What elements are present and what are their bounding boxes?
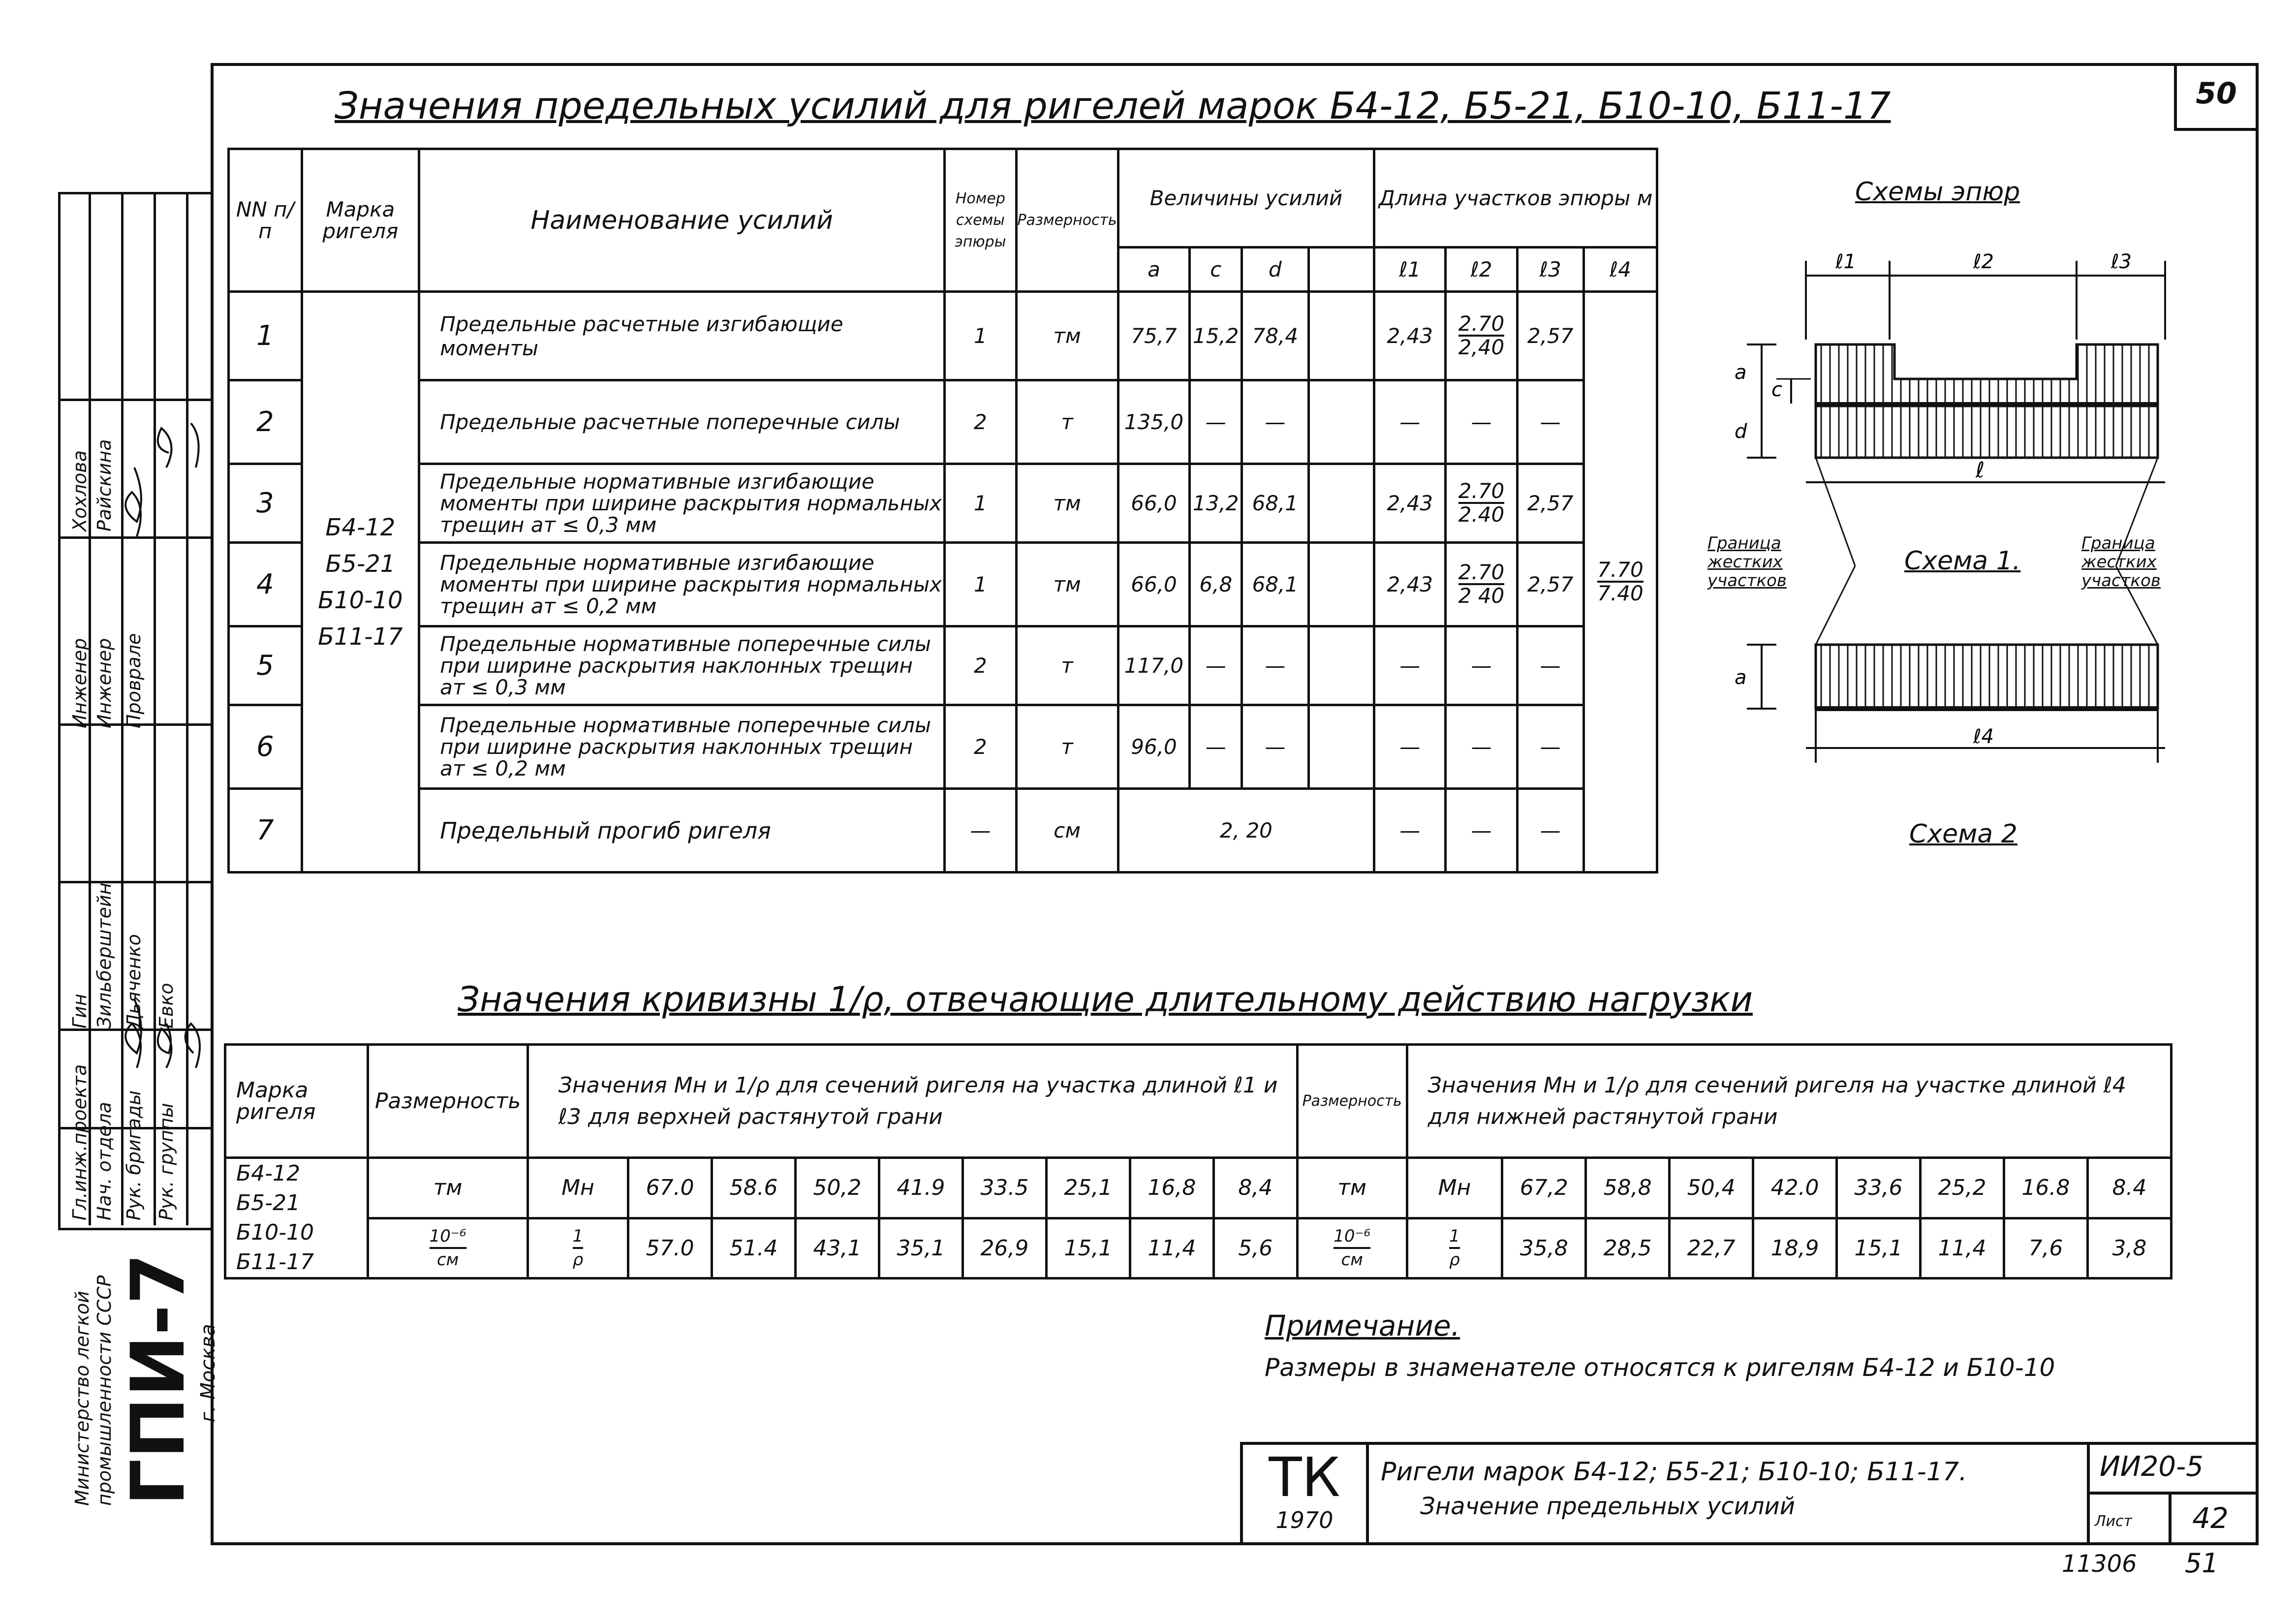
person-name: Гин [69, 994, 91, 1029]
row-blank [1308, 705, 1374, 789]
org-line-1: Министерство легкой [71, 1291, 93, 1506]
row-blank [1308, 626, 1374, 705]
row-l1: 2,43 [1374, 292, 1446, 380]
r-left-value: 43,1 [796, 1218, 879, 1279]
row-num: 5 [229, 626, 302, 705]
r-right-value: 7,6 [2004, 1218, 2087, 1279]
table-row [229, 380, 1657, 464]
m-left-value: 67.0 [628, 1158, 712, 1218]
dim-d: d [1735, 420, 1747, 443]
m-left-value: 58.6 [712, 1158, 796, 1218]
row-a: 66,0 [1118, 464, 1190, 543]
row-l2: — [1446, 789, 1517, 873]
row-a: 66,0 [1118, 543, 1190, 626]
stamp-code: ИИ20-5 [2090, 1445, 2257, 1495]
stamp-desc-2: Значение предельных усилий [1420, 1493, 1795, 1520]
mark: Б4-12 [325, 513, 396, 541]
mark: Б5-21 [325, 550, 396, 578]
note-text: Размеры в знаменателе относятся к ригелям Б4-12 и Б10-10 [1265, 1353, 2055, 1382]
r-sym: $\frac{1}{\rho}$ [527, 1218, 628, 1279]
main-title: Значения предельных усилий для ригелей марок Б4-12, Б5-21, Б10-10, Б11-17 [335, 84, 1891, 127]
stamp-sheet: 42 [2192, 1501, 2229, 1535]
stamp-block [1240, 1442, 2257, 1542]
hdr-a: a [1118, 248, 1190, 292]
schemes-diagram [1693, 231, 2244, 787]
right-border-note: Граница жестких участков [2081, 533, 2161, 591]
hdr-d: d [1242, 248, 1308, 292]
row-l1: — [1374, 626, 1446, 705]
r-left-value: 5,6 [1213, 1218, 1297, 1279]
row-unit: т [1016, 705, 1118, 789]
role-label: Инженер [69, 638, 91, 728]
page-number: 50 [2196, 76, 2237, 111]
row-blank [1308, 543, 1374, 626]
row-d: — [1242, 705, 1308, 789]
hdr-l2: ℓ2 [1446, 248, 1517, 292]
row-d: 78,4 [1242, 292, 1308, 380]
table-row [229, 789, 1657, 873]
r-right-value: 22,7 [1670, 1218, 1753, 1279]
row-num: 4 [229, 543, 302, 626]
bottom-page-number: 51 [2185, 1548, 2219, 1579]
row-unit: т [1016, 626, 1118, 705]
dim-c: c [1771, 378, 1782, 401]
m-unit: тм [368, 1158, 527, 1218]
table-row [229, 626, 1657, 705]
org-line-2: промышленности СССР [93, 1275, 115, 1506]
row-l3: — [1517, 626, 1583, 705]
table-row [229, 543, 1657, 626]
r-right-value: 28,5 [1586, 1218, 1670, 1279]
row-l1: — [1374, 380, 1446, 464]
row-d: 68,1 [1242, 543, 1308, 626]
row-num: 7 [229, 789, 302, 873]
hdr-left-values: Значения Мн и 1/ρ для сечений ригеля на участка длиной ℓ1 и ℓ3 для верхней растянутой грани [527, 1045, 1297, 1158]
row-unit: тм [1016, 543, 1118, 626]
row-scheme: 1 [945, 292, 1016, 380]
row-l1: — [1374, 789, 1446, 873]
hdr-right-values: Значения Мн и 1/ρ для сечений ригеля на участке длиной ℓ4 для нижней растянутой грани [1407, 1045, 2171, 1158]
dim-l1: ℓ1 [1835, 250, 1856, 273]
row-name: Предельные нормативные поперечные силы при ширине раскрытия наклонных трещин aт ≤ 0,2 мм [419, 705, 945, 789]
row-c: 15,2 [1190, 292, 1242, 380]
row-l1: 2,43 [1374, 543, 1446, 626]
m-right-value: 16.8 [2004, 1158, 2087, 1218]
row-l2: — [1446, 380, 1517, 464]
scheme2-label: Схема 2 [1909, 819, 2017, 849]
person-name: Проврале [123, 633, 145, 728]
hdr-scheme: Номер схемы эпюры [945, 149, 1016, 292]
m-left-value: 8,4 [1213, 1158, 1297, 1218]
m-sym2: Мн [1407, 1158, 1502, 1218]
hdr-unit3: Размерность [1297, 1045, 1407, 1158]
r-right-value: 15,1 [1837, 1218, 1921, 1279]
m-left-value: 25,1 [1046, 1158, 1130, 1218]
dim-l3: ℓ3 [2111, 250, 2132, 273]
r-left-value: 15,1 [1046, 1218, 1130, 1279]
r-right-value: 18,9 [1753, 1218, 1837, 1279]
curvature-table [224, 1043, 2172, 1279]
row-unit: тм [1016, 292, 1118, 380]
marks2-cell [225, 1158, 368, 1279]
row-num: 2 [229, 380, 302, 464]
row-scheme: 2 [945, 380, 1016, 464]
signatures [58, 192, 211, 1225]
role-label: Инженер [93, 638, 115, 728]
row-d: 68,1 [1242, 464, 1308, 543]
table-row [229, 292, 1657, 380]
row-scheme: 1 [945, 543, 1016, 626]
org-logo: ГПИ-7 [116, 1253, 201, 1506]
hdr-blank [1308, 248, 1374, 292]
row-num: 6 [229, 705, 302, 789]
mark: Б11-17 [236, 1249, 314, 1275]
person-name: Хохлова [69, 450, 91, 531]
note-title: Примечание. [1265, 1309, 1460, 1342]
r-unit: $\frac{\text{10⁻⁶}}{см}$ [368, 1218, 527, 1279]
m-right-value: 8.4 [2087, 1158, 2171, 1218]
row-l2: — [1446, 626, 1517, 705]
m-right-value: 25,2 [1921, 1158, 2004, 1218]
row-l2: — [1446, 705, 1517, 789]
m-left-value: 50,2 [796, 1158, 879, 1218]
scheme1-label: Схема 1. [1904, 546, 2021, 576]
row-l2: $\frac{2.70}{2.40}$ [1446, 464, 1517, 543]
row-l3: 2,57 [1517, 464, 1583, 543]
hdr-lengths: Длина участков эпюры м [1374, 149, 1657, 248]
r-right-value: 35,8 [1502, 1218, 1586, 1279]
r-left-value: 11,4 [1130, 1218, 1213, 1279]
hdr-c: c [1190, 248, 1242, 292]
hdr-values: Величины усилий [1118, 149, 1374, 248]
row-unit: тм [1016, 464, 1118, 543]
stamp-sheet-label: Лист [2090, 1495, 2172, 1542]
marks-cell [302, 292, 419, 873]
hdr-l1: ℓ1 [1374, 248, 1446, 292]
row-a: 117,0 [1118, 626, 1190, 705]
row-c: — [1190, 380, 1242, 464]
row-l1: 2,43 [1374, 464, 1446, 543]
person-name: Райскина [93, 439, 115, 531]
table-row [225, 1158, 2172, 1218]
org-city: г. Москва [197, 1324, 219, 1422]
hdr-mark: Марка ригеля [302, 149, 419, 292]
m-left-value: 16,8 [1130, 1158, 1213, 1218]
row-a: 75,7 [1118, 292, 1190, 380]
mark: Б4-12 [236, 1161, 301, 1186]
row-num: 1 [229, 292, 302, 380]
r-right-value: 3,8 [2087, 1218, 2171, 1279]
mark: Б10-10 [236, 1220, 314, 1245]
forces-table [227, 148, 1658, 873]
hdr-name: Наименование усилий [419, 149, 945, 292]
row-a: 135,0 [1118, 380, 1190, 464]
m-right-value: 67,2 [1502, 1158, 1586, 1218]
mark: Б5-21 [236, 1190, 301, 1216]
m-unit2: тм [1297, 1158, 1407, 1218]
curvature-title: Значения кривизны 1/ρ, отвечающие длительному действию нагрузки [458, 979, 1753, 1020]
hdr-unit2: Размерность [368, 1045, 527, 1158]
table-row [229, 464, 1657, 543]
row-name: Предельные нормативные поперечные силы при ширине раскрытия наклонных трещин aт ≤ 0,3 мм [419, 626, 945, 705]
r-sym2: $\frac{1}{\rho}$ [1407, 1218, 1502, 1279]
person-name: Дьяченко [123, 934, 145, 1029]
stamp-year: 1970 [1275, 1507, 1334, 1533]
row-unit: т [1016, 380, 1118, 464]
row-l3: — [1517, 380, 1583, 464]
role-label: Рук. группы [155, 1103, 177, 1220]
row-scheme: — [945, 789, 1016, 873]
row-scheme: 2 [945, 705, 1016, 789]
dim-a: a [1735, 361, 1747, 384]
schemes-title: Схемы эпюр [1855, 177, 2020, 207]
role-label: Нач. отдела [93, 1101, 115, 1220]
row-l2: $\frac{2.70}{2,40}$ [1446, 292, 1517, 380]
dim-l4: ℓ4 [1973, 725, 1994, 748]
l4-cell: $\frac{7.70}{7.40}$ [1583, 292, 1657, 873]
row-c: 6,8 [1190, 543, 1242, 626]
row-l3: — [1517, 789, 1583, 873]
row-name: Предельные нормативные изгибающие моменты при ширине раскрытия нормальных трещин aт ≤ 0,3 мм [419, 464, 945, 543]
m-left-value: 41.9 [879, 1158, 963, 1218]
row-l3: 2,57 [1517, 292, 1583, 380]
hdr-mark2: Марка ригеля [225, 1045, 368, 1158]
mark: Б11-17 [318, 623, 403, 651]
r-left-value: 35,1 [879, 1218, 963, 1279]
m-right-value: 50,4 [1670, 1158, 1753, 1218]
row-name: Предельные нормативные изгибающие моменты при ширине раскрытия нормальных трещин aт ≤ 0,2 мм [419, 543, 945, 626]
hdr-l4: ℓ4 [1583, 248, 1657, 292]
row-c: 13,2 [1190, 464, 1242, 543]
row-name: Предельный прогиб ригеля [419, 789, 945, 873]
r-unit2: $\frac{\text{10⁻⁶}}{см}$ [1297, 1218, 1407, 1279]
row-c: — [1190, 626, 1242, 705]
row-l3: — [1517, 705, 1583, 789]
m-right-value: 42.0 [1753, 1158, 1837, 1218]
person-name: Зильберштейн [93, 882, 115, 1029]
row-c: — [1190, 705, 1242, 789]
mark: Б10-10 [318, 586, 403, 614]
table-row [225, 1218, 2172, 1279]
row-name: Предельные расчетные изгибающие моменты [419, 292, 945, 380]
row-name: Предельные расчетные поперечные силы [419, 380, 945, 464]
row-l1: — [1374, 705, 1446, 789]
row-unit: см [1016, 789, 1118, 873]
row-d: — [1242, 380, 1308, 464]
row-a: 96,0 [1118, 705, 1190, 789]
r-left-value: 57.0 [628, 1218, 712, 1279]
row-num: 3 [229, 464, 302, 543]
m-sym: Мн [527, 1158, 628, 1218]
role-label: Рук. бригады [123, 1090, 145, 1220]
row-scheme: 2 [945, 626, 1016, 705]
stamp-tk: ТК [1269, 1446, 1340, 1509]
r-left-value: 51.4 [712, 1218, 796, 1279]
row-acd: 2, 20 [1118, 789, 1374, 873]
person-name: Евко [155, 983, 177, 1029]
stamp-desc-1: Ригели марок Б4-12; Б5-21; Б10-10; Б11-17. [1381, 1457, 1967, 1487]
role-label: Гл.инж.проекта [69, 1064, 91, 1220]
r-left-value: 26,9 [962, 1218, 1046, 1279]
row-l2: $\frac{2.70}{2 40}$ [1446, 543, 1517, 626]
left-border-note: Граница жестких участков [1707, 533, 1787, 591]
m-right-value: 33,6 [1837, 1158, 1921, 1218]
dim-a2: a [1735, 666, 1747, 689]
row-blank [1308, 292, 1374, 380]
row-blank [1308, 464, 1374, 543]
hdr-unit: Размерность [1016, 149, 1118, 292]
hdr-l3: ℓ3 [1517, 248, 1583, 292]
row-l3: 2,57 [1517, 543, 1583, 626]
row-blank [1308, 380, 1374, 464]
dim-l2: ℓ2 [1973, 250, 1994, 273]
inventory-number: 11306 [2062, 1550, 2137, 1578]
row-d: — [1242, 626, 1308, 705]
r-right-value: 11,4 [1921, 1218, 2004, 1279]
dim-l: ℓ [1976, 458, 1985, 483]
m-left-value: 33.5 [962, 1158, 1046, 1218]
row-scheme: 1 [945, 464, 1016, 543]
m-right-value: 58,8 [1586, 1158, 1670, 1218]
table-row [229, 705, 1657, 789]
hdr-num: NN п/п [229, 149, 302, 292]
